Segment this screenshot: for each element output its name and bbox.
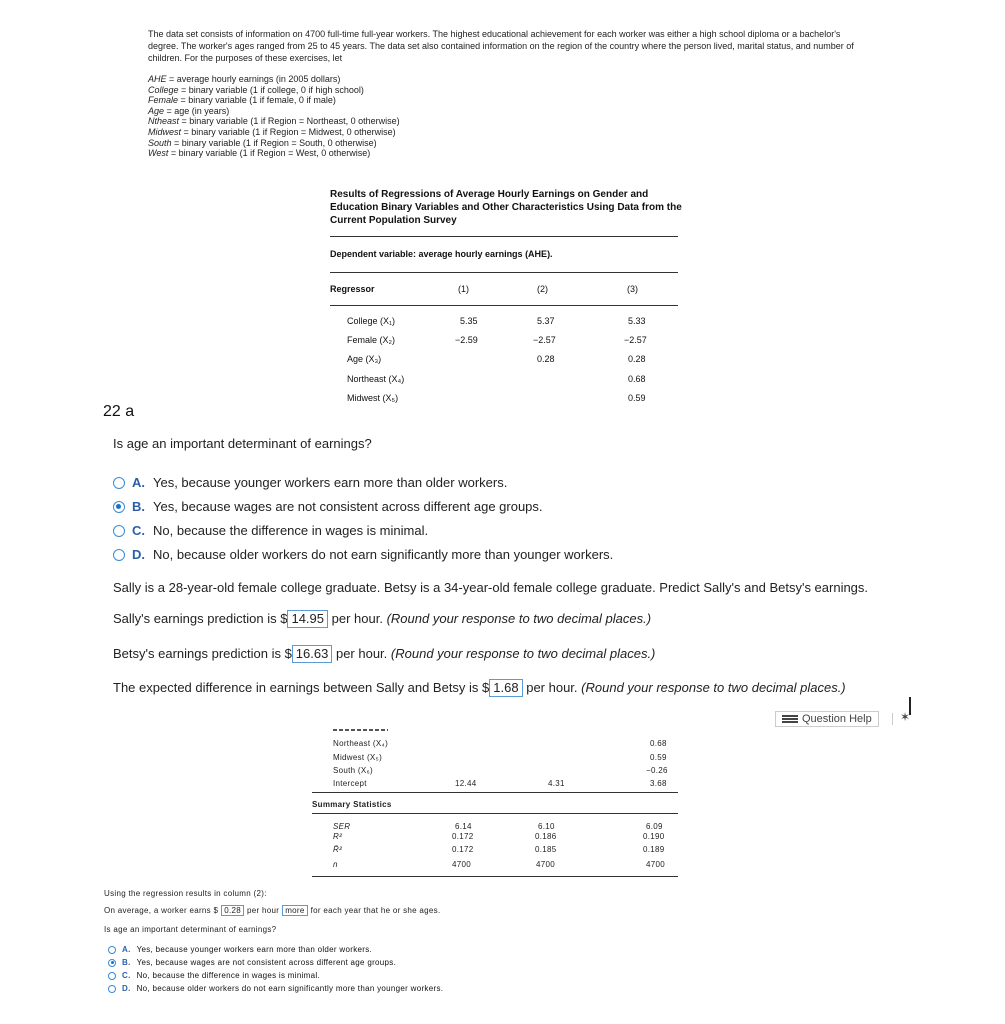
- option-d[interactable]: [113, 547, 613, 562]
- lower-cell: 12.44: [455, 779, 477, 788]
- radio-button-selected[interactable]: [113, 501, 125, 513]
- divider: [892, 713, 893, 725]
- option-b[interactable]: [113, 499, 543, 514]
- cell: −2.57: [624, 335, 647, 345]
- cell: −2.57: [533, 335, 556, 345]
- row-label-age: Age (X₃): [347, 354, 382, 364]
- row-label-female: Female (X₂): [347, 335, 396, 345]
- cell: 0.28: [628, 354, 646, 364]
- lower-cell: 4.31: [548, 779, 565, 788]
- lower-option-d[interactable]: D. No, because older workers do not earn significantly more than younger workers.: [108, 984, 443, 993]
- divider: [312, 876, 678, 877]
- cell: 0.59: [628, 393, 646, 403]
- radio-button[interactable]: [108, 985, 116, 993]
- def-west: West = binary variable (1 if Region = West, 0 otherwise): [148, 148, 371, 159]
- betsy-line: Betsy's earnings prediction is $ 16.63 per hour. (Round your response to two decimal places.): [113, 646, 656, 661]
- cell: 5.33: [628, 316, 646, 326]
- radio-button[interactable]: [113, 549, 125, 561]
- using-results-text: Using the regression results in column (2):: [104, 889, 267, 898]
- cell: 0.28: [537, 354, 555, 364]
- def-ahe: AHE = average hourly earnings (in 2005 dollars): [148, 74, 341, 84]
- stat-label: R²: [333, 832, 343, 841]
- def-ntheast: Ntheast = binary variable (1 if Region = Northeast, 0 otherwise): [148, 116, 400, 127]
- stat-cell: 6.10: [538, 822, 555, 831]
- scenario-text: Sally is a 28-year-old female college graduate. Betsy is a 34-year-old female college graduate. Predict Sally's and Betsy's earnings.: [113, 580, 869, 595]
- radio-button[interactable]: [108, 946, 116, 954]
- def-midwest: Midwest = binary variable (1 if Region = Midwest, 0 otherwise): [148, 126, 396, 137]
- average-earnings-line: On average, a worker earns $ 0.28 per hour more for each year that he or she ages.: [104, 906, 441, 915]
- lower-cell: 0.59: [650, 753, 667, 762]
- expand-icon[interactable]: ✶: [900, 710, 911, 724]
- cell: 0.68: [628, 374, 646, 384]
- option-letter: A.: [132, 475, 145, 490]
- lower-row-label: Northeast (X₄): [333, 739, 389, 748]
- stat-cell: 0.189: [643, 845, 665, 854]
- option-c[interactable]: [113, 523, 428, 538]
- divider: [312, 792, 678, 793]
- option-letter: C.: [132, 523, 145, 538]
- cell: 5.35: [460, 316, 478, 326]
- stat-cell: 0.185: [535, 845, 557, 854]
- radio-button[interactable]: [113, 477, 125, 489]
- row-label-college: College (X₁): [347, 316, 396, 326]
- stat-cell: 0.186: [535, 832, 557, 841]
- header-regressor: Regressor: [330, 284, 375, 294]
- lower-row-label: Midwest (X₅): [333, 753, 383, 762]
- stat-cell: 0.172: [452, 845, 474, 854]
- option-text: Yes, because wages are not consistent across different age groups.: [153, 499, 543, 514]
- sally-answer-box[interactable]: 14.95: [287, 610, 328, 628]
- list-icon: [782, 715, 798, 723]
- stat-cell: 6.14: [455, 822, 472, 831]
- lower-question-text: Is age an important determinant of earnings?: [104, 925, 277, 934]
- header-col1: (1): [458, 284, 469, 294]
- lower-cell: 0.68: [650, 739, 667, 748]
- divider: [312, 813, 678, 814]
- def-college: College = binary variable (1 if college, 0 if high school): [148, 84, 364, 95]
- betsy-answer-box[interactable]: 16.63: [292, 645, 333, 663]
- lower-row-label: South (X₆): [333, 766, 374, 775]
- difference-answer-box[interactable]: 1.68: [489, 679, 522, 697]
- cell: −2.59: [455, 335, 478, 345]
- radio-button-selected[interactable]: [108, 959, 116, 967]
- header-col3: (3): [627, 284, 638, 294]
- stat-cell: 6.09: [646, 822, 663, 831]
- table-title: Results of Regressions of Average Hourly Earnings on Gender and Education Binary Variables and Other Characteristics Using Data from the Current Population Survey: [330, 189, 682, 226]
- divider: [330, 236, 678, 237]
- question-text: Is age an important determinant of earnings?: [113, 436, 372, 451]
- cropped-row: [333, 728, 583, 732]
- def-south: South = binary variable (1 if Region = South, 0 otherwise): [148, 137, 377, 148]
- direction-dropdown[interactable]: more: [282, 905, 307, 916]
- option-letter: D.: [132, 547, 145, 562]
- lower-cell: −0.26: [646, 766, 668, 775]
- row-label-midwest: Midwest (X₅): [347, 393, 399, 403]
- lower-option-b[interactable]: B. Yes, because wages are not consistent across different age groups.: [108, 958, 396, 967]
- option-a[interactable]: [113, 475, 507, 490]
- header-col2: (2): [537, 284, 548, 294]
- option-text: Yes, because younger workers earn more than older workers.: [153, 475, 508, 490]
- option-text: No, because the difference in wages is minimal.: [153, 523, 429, 538]
- radio-button[interactable]: [113, 525, 125, 537]
- question-number: 22 a: [103, 403, 135, 420]
- def-female: Female = binary variable (1 if female, 0 if male): [148, 95, 336, 106]
- dependent-variable: Dependent variable: average hourly earnings (AHE).: [330, 249, 553, 259]
- stat-label: R̄²: [333, 845, 343, 854]
- def-age: Age = age (in years): [148, 105, 230, 116]
- intro-paragraph: The data set consists of information on 4700 full-time full-year workers. The highest educational achievement for each worker was either a high school diploma or a bachelor's degree. The worker's ages ranged from 25 to 45 years. The data set also contained information on the region of the country where the person lived, marital status, and number of children. For the purposes of these exercises, let: [148, 29, 854, 63]
- average-answer-box[interactable]: 0.28: [221, 905, 244, 916]
- divider: [330, 305, 678, 306]
- option-text: No, because older workers do not earn significantly more than younger workers.: [153, 547, 614, 562]
- sally-line: Sally's earnings prediction is $ 14.95 per hour. (Round your response to two decimal places.): [113, 611, 652, 626]
- stat-cell: 0.190: [643, 832, 665, 841]
- lower-row-label: Intercept: [333, 779, 367, 788]
- lower-option-a[interactable]: A. Yes, because younger workers earn more than older workers.: [108, 945, 372, 954]
- question-help-button[interactable]: Question Help: [775, 711, 879, 727]
- difference-line: The expected difference in earnings between Sally and Betsy is $ 1.68 per hour. (Round your response to two decimal places.): [113, 680, 846, 695]
- radio-button[interactable]: [108, 972, 116, 980]
- divider: [330, 272, 678, 273]
- summary-statistics-title: Summary Statistics: [312, 800, 392, 809]
- stat-cell: 4700: [536, 860, 555, 869]
- stat-cell: 4700: [452, 860, 471, 869]
- cell: 5.37: [537, 316, 555, 326]
- row-label-northeast: Northeast (X₄): [347, 374, 405, 384]
- lower-cell: 3.68: [650, 779, 667, 788]
- stat-cell: 4700: [646, 860, 665, 869]
- stat-label: n: [333, 860, 338, 869]
- option-letter: B.: [132, 499, 145, 514]
- stat-cell: 0.172: [452, 832, 474, 841]
- lower-option-c[interactable]: C. No, because the difference in wages is minimal.: [108, 971, 320, 980]
- stat-label: SER: [333, 822, 351, 831]
- variable-definitions: [148, 74, 400, 159]
